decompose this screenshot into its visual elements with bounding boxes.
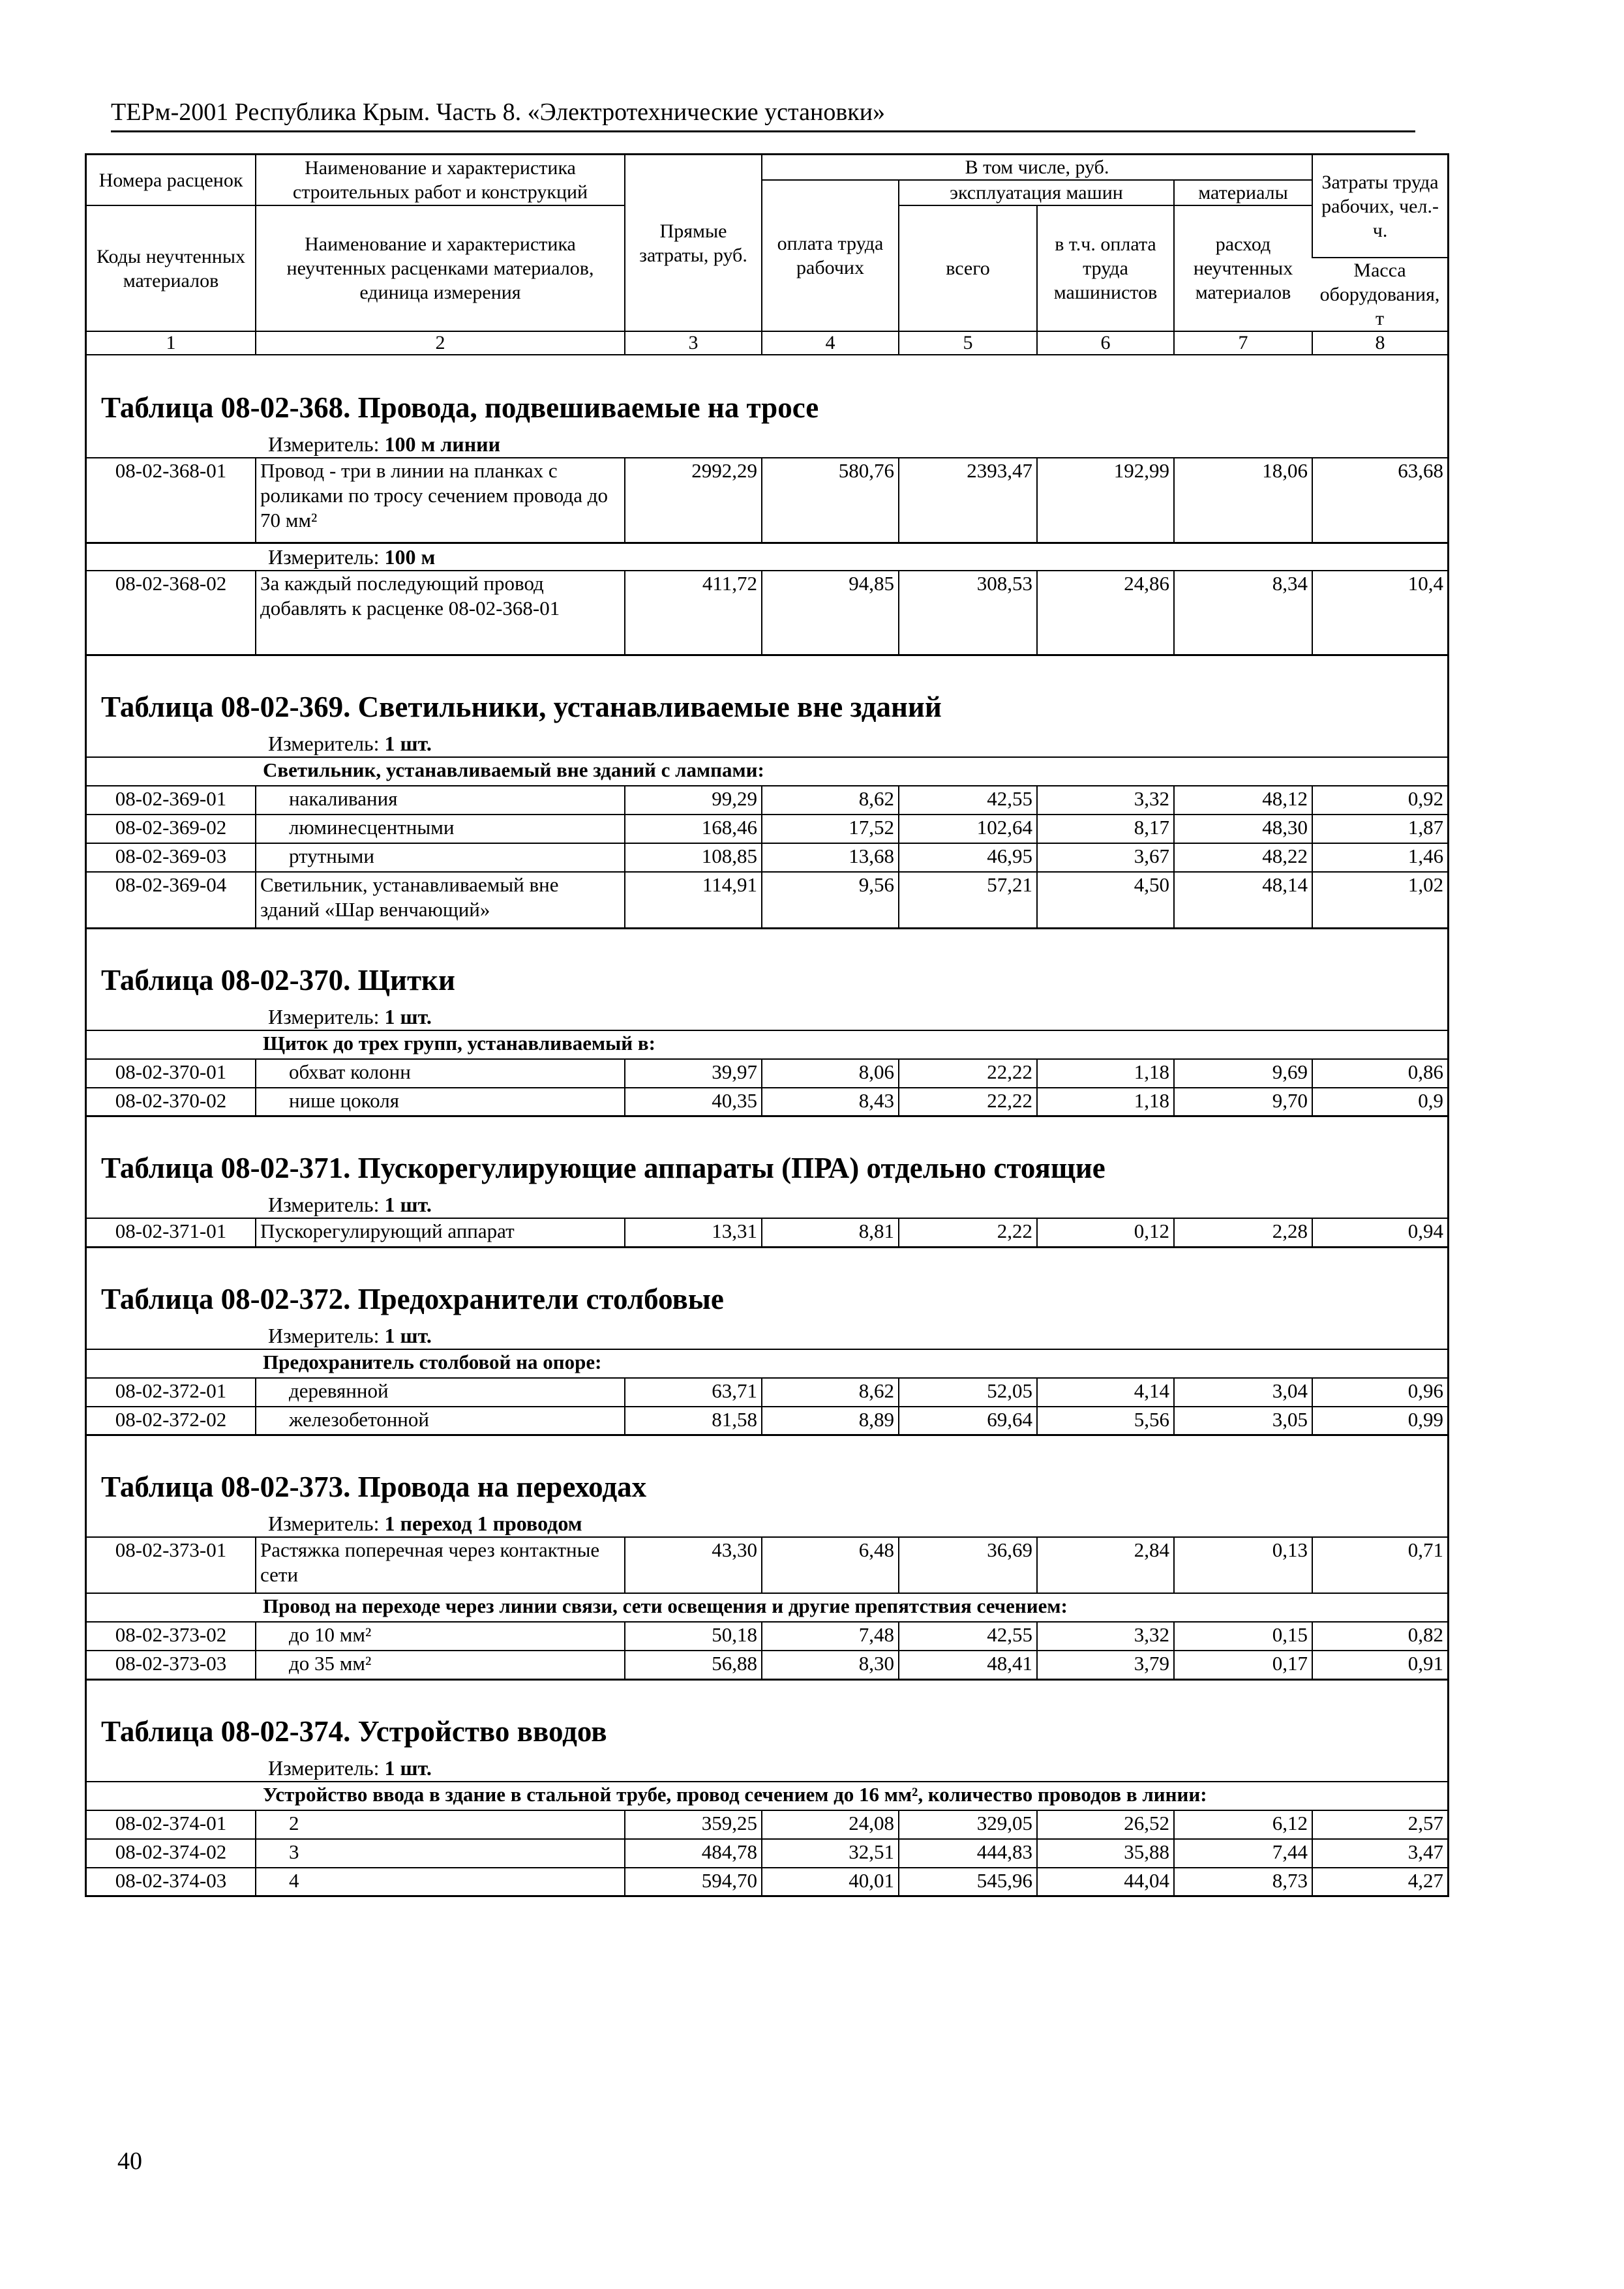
machines-total: 42,55 [899,786,1037,815]
labor-hours: 0,9 [1312,1088,1447,1116]
worker-pay: 6,48 [762,1537,899,1593]
labor-hours: 1,87 [1312,815,1447,843]
table-title: Таблица 08-02-374. Устройство вводов [101,1714,607,1748]
rates-table [87,1349,1447,1437]
worker-pay: 13,68 [762,843,899,872]
unit-line [87,1323,1447,1349]
direct-cost: 108,85 [625,843,762,872]
table-row [87,815,1447,843]
machines-total: 444,83 [899,1839,1037,1868]
materials: 6,12 [1174,1810,1312,1839]
rate-description: 3 [256,1839,625,1868]
col-machines-total-header: всего [899,205,1037,331]
table-row [87,1088,1447,1116]
labor-hours: 0,94 [1312,1218,1447,1247]
unit-value: 1 шт. [384,732,432,755]
unit-value: 1 шт. [384,1323,432,1347]
table-row [87,1810,1447,1839]
materials: 7,44 [1174,1839,1312,1868]
group-label: Щиток до трех групп, устанавливаемый в: [87,1030,1447,1059]
table-row [87,458,1447,543]
col-number: 4 [762,331,899,355]
col-number: 7 [1174,331,1312,355]
col-material-names-header: Наименование и характеристика неучтенных расценками материалов, единица измерения [256,205,625,331]
rate-description: до 35 мм² [256,1651,625,1679]
rate-code: 08-02-370-01 [87,1059,256,1088]
machines-total: 22,22 [899,1088,1037,1116]
worker-pay: 8,30 [762,1651,899,1679]
labor-hours: 0,99 [1312,1407,1447,1435]
rates-table [87,570,1447,657]
rate-description: люминесцентными [256,815,625,843]
rate-description: ртутными [256,843,625,872]
table-row [87,1868,1447,1896]
unit-label: Измеритель: [268,1323,385,1347]
table-row [87,1218,1447,1247]
page-header: ТЕРм-2001 Республика Крым. Часть 8. «Электротехнические установки» [111,98,1415,132]
unit-value: 1 шт. [384,1004,432,1028]
table-row [87,1407,1447,1435]
worker-pay: 8,89 [762,1407,899,1435]
group-row [87,1030,1447,1059]
labor-hours: 4,27 [1312,1868,1447,1896]
unit-value: 1 шт. [384,1756,432,1780]
group-row [87,757,1447,786]
labor-hours: 0,92 [1312,786,1447,815]
labor-hours: 0,91 [1312,1651,1447,1679]
machines-total: 46,95 [899,843,1037,872]
labor-hours: 2,57 [1312,1810,1447,1839]
table-row [87,1839,1447,1868]
rate-description: до 10 мм² [256,1622,625,1651]
col-direct-cost-header: Прямые затраты, руб. [625,155,762,332]
document-body [85,153,1449,1897]
operator-pay: 5,56 [1037,1407,1174,1435]
rate-code: 08-02-374-03 [87,1868,256,1896]
labor-hours: 0,96 [1312,1378,1447,1407]
direct-cost: 484,78 [625,1839,762,1868]
unit-label: Измеритель: [268,545,385,569]
col-mass-header: Масса оборудования, т [1312,258,1447,331]
section-372 [87,1248,1447,1437]
direct-cost: 359,25 [625,1810,762,1839]
group-row [87,1782,1447,1810]
table-title: Таблица 08-02-371. Пускорегулирующие аппараты (ПРА) отдельно стоящие [101,1152,1105,1184]
materials: 0,13 [1174,1537,1312,1593]
materials: 9,69 [1174,1059,1312,1088]
section-374 [87,1681,1447,1898]
col-labor-header: Затраты труда рабочих, чел.-ч. [1312,155,1447,258]
operator-pay: 3,67 [1037,843,1174,872]
direct-cost: 50,18 [625,1622,762,1651]
direct-cost: 99,29 [625,786,762,815]
unit-value: 100 м [384,545,436,569]
col-codes-header: Номера расценок [87,155,256,206]
operator-pay: 35,88 [1037,1839,1174,1868]
direct-cost: 594,70 [625,1868,762,1896]
col-material-use-header: расход неучтенных материалов [1174,205,1312,331]
direct-cost: 2992,29 [625,458,762,543]
machines-total: 102,64 [899,815,1037,843]
rate-code: 08-02-372-02 [87,1407,256,1435]
table-row [87,571,1447,655]
operator-pay: 0,12 [1037,1218,1174,1247]
group-label: Устройство ввода в здание в стальной трубе, провод сечением до 16 мм², количество проводов в линии: [87,1782,1447,1810]
table-row [87,872,1447,928]
rate-code: 08-02-372-01 [87,1378,256,1407]
table-row [87,1537,1447,1593]
unit-label: Измеритель: [268,732,385,755]
labor-hours: 10,4 [1312,571,1447,655]
worker-pay: 7,48 [762,1622,899,1651]
operator-pay: 4,50 [1037,872,1174,928]
worker-pay: 9,56 [762,872,899,928]
unit-label: Измеритель: [268,1193,385,1216]
materials: 0,15 [1174,1622,1312,1651]
worker-pay: 580,76 [762,458,899,543]
materials: 8,34 [1174,571,1312,655]
labor-hours: 3,47 [1312,1839,1447,1868]
materials: 48,30 [1174,815,1312,843]
labor-hours: 1,02 [1312,872,1447,928]
machines-total: 36,69 [899,1537,1037,1593]
col-name-header: Наименование и характеристика строительных работ и конструкций [256,155,625,206]
rate-description: накаливания [256,786,625,815]
column-header-table [87,153,1447,355]
unit-line [87,730,1447,756]
rate-description: За каждый последующий провод добавлять к расценке 08-02-368-01 [256,571,625,655]
rate-description: 2 [256,1810,625,1839]
rates-table [87,1218,1447,1248]
table-title: Таблица 08-02-372. Предохранители столбовые [101,1282,724,1315]
machines-total: 69,64 [899,1407,1037,1435]
worker-pay: 8,43 [762,1088,899,1116]
rate-code: 08-02-373-03 [87,1651,256,1679]
worker-pay: 17,52 [762,815,899,843]
unit-value: 1 переход 1 проводом [384,1512,582,1535]
unit-line [87,544,1447,570]
col-number: 1 [87,331,256,355]
rate-description: деревянной [256,1378,625,1407]
col-number: 2 [256,331,625,355]
page-number: 40 [117,2147,142,2175]
worker-pay: 40,01 [762,1868,899,1896]
operator-pay: 3,32 [1037,786,1174,815]
unit-label: Измеритель: [268,1512,385,1535]
rate-code: 08-02-369-01 [87,786,256,815]
materials: 8,73 [1174,1868,1312,1896]
table-row [87,1378,1447,1407]
col-material-codes-header: Коды неучтенных материалов [87,205,256,331]
operator-pay: 192,99 [1037,458,1174,543]
col-number: 3 [625,331,762,355]
rate-code: 08-02-369-03 [87,843,256,872]
rate-description: 4 [256,1868,625,1896]
labor-hours: 1,46 [1312,843,1447,872]
operator-pay: 4,14 [1037,1378,1174,1407]
col-machines-header: эксплуатация машин [899,180,1174,205]
unit-label: Измеритель: [268,1004,385,1028]
operator-pay: 3,32 [1037,1622,1174,1651]
section-373 [87,1436,1447,1681]
worker-pay: 32,51 [762,1839,899,1868]
table-row [87,786,1447,815]
unit-line [87,1191,1447,1218]
rate-description: Растяжка поперечная через контактные сети [256,1537,625,1593]
machines-total: 2,22 [899,1218,1037,1247]
worker-pay: 8,62 [762,786,899,815]
rate-code: 08-02-373-02 [87,1622,256,1651]
unit-label: Измеритель: [268,1756,385,1780]
machines-total: 57,21 [899,872,1037,928]
labor-hours: 63,68 [1312,458,1447,543]
col-number: 6 [1037,331,1174,355]
rate-description: нише цоколя [256,1088,625,1116]
rate-code: 08-02-368-01 [87,458,256,543]
direct-cost: 39,97 [625,1059,762,1088]
rate-description: Пускорегулирующий аппарат [256,1218,625,1247]
unit-line [87,1510,1447,1536]
worker-pay: 8,06 [762,1059,899,1088]
group-label: Светильник, устанавливаемый вне зданий с лампами: [87,757,1447,786]
section-371 [87,1117,1447,1248]
direct-cost: 168,46 [625,815,762,843]
table-title: Таблица 08-02-373. Провода на переходах [101,1471,647,1503]
labor-hours: 0,71 [1312,1537,1447,1593]
group-label: Предохранитель столбовой на опоре: [87,1349,1447,1378]
table-title: Таблица 08-02-369. Светильники, устанавливаемые вне зданий [101,691,942,723]
materials: 3,05 [1174,1407,1312,1435]
machines-total: 22,22 [899,1059,1037,1088]
col-materials-header: материалы [1174,180,1312,205]
materials: 2,28 [1174,1218,1312,1247]
worker-pay: 94,85 [762,571,899,655]
rate-description: железобетонной [256,1407,625,1435]
col-including-header: В том числе, руб. [762,155,1312,181]
machines-total: 329,05 [899,1810,1037,1839]
materials: 18,06 [1174,458,1312,543]
worker-pay: 8,81 [762,1218,899,1247]
labor-hours: 0,82 [1312,1622,1447,1651]
operator-pay: 2,84 [1037,1537,1174,1593]
rate-code: 08-02-368-02 [87,571,256,655]
unit-label: Измеритель: [268,432,385,456]
table-row [87,1622,1447,1651]
col-number: 8 [1312,331,1447,355]
direct-cost: 63,71 [625,1378,762,1407]
rate-code: 08-02-369-02 [87,815,256,843]
operator-pay: 44,04 [1037,1868,1174,1896]
rate-code: 08-02-374-01 [87,1810,256,1839]
materials: 48,12 [1174,786,1312,815]
machines-total: 308,53 [899,571,1037,655]
group-row [87,1593,1447,1622]
table-title: Таблица 08-02-370. Щитки [101,963,455,996]
rate-code: 08-02-370-02 [87,1088,256,1116]
section-370 [87,929,1447,1118]
unit-line [87,1755,1447,1781]
col-number: 5 [899,331,1037,355]
group-label: Провод на переходе через линии связи, сети освещения и другие препятствия сечением: [87,1593,1447,1622]
table-title: Таблица 08-02-368. Провода, подвешиваемые на тросе [101,391,819,424]
machines-total: 2393,47 [899,458,1037,543]
col-operator-pay-header: в т.ч. оплата труда машинистов [1037,205,1174,331]
rate-description: Провод - три в линии на планках с роликами по тросу сечением провода до 70 мм² [256,458,625,543]
operator-pay: 8,17 [1037,815,1174,843]
direct-cost: 411,72 [625,571,762,655]
rates-table [87,756,1447,929]
unit-value: 100 м линии [384,432,501,456]
direct-cost: 56,88 [625,1651,762,1679]
table-row [87,1059,1447,1088]
rate-code: 08-02-369-04 [87,872,256,928]
rate-description: обхват колонн [256,1059,625,1088]
table-row [87,1651,1447,1679]
labor-hours: 0,86 [1312,1059,1447,1088]
machines-total: 52,05 [899,1378,1037,1407]
rates-table [87,1030,1447,1118]
rates-table [87,1536,1447,1681]
materials: 48,22 [1174,843,1312,872]
operator-pay: 1,18 [1037,1059,1174,1088]
worker-pay: 8,62 [762,1378,899,1407]
unit-line [87,1004,1447,1030]
group-row [87,1349,1447,1378]
direct-cost: 114,91 [625,872,762,928]
rates-table [87,457,1447,544]
table-row [87,843,1447,872]
operator-pay: 1,18 [1037,1088,1174,1116]
unit-line [87,431,1447,457]
unit-value: 1 шт. [384,1193,432,1216]
operator-pay: 26,52 [1037,1810,1174,1839]
rate-code: 08-02-373-01 [87,1537,256,1593]
materials: 3,04 [1174,1378,1312,1407]
worker-pay: 24,08 [762,1810,899,1839]
rate-code: 08-02-371-01 [87,1218,256,1247]
section-368 [87,355,1447,656]
operator-pay: 3,79 [1037,1651,1174,1679]
materials: 9,70 [1174,1088,1312,1116]
materials: 0,17 [1174,1651,1312,1679]
rate-description: Светильник, устанавливаемый вне зданий «Шар венчающий» [256,872,625,928]
machines-total: 545,96 [899,1868,1037,1896]
rates-table [87,1781,1447,1898]
direct-cost: 81,58 [625,1407,762,1435]
direct-cost: 43,30 [625,1537,762,1593]
rate-code: 08-02-374-02 [87,1839,256,1868]
direct-cost: 13,31 [625,1218,762,1247]
machines-total: 42,55 [899,1622,1037,1651]
col-worker-pay-header: оплата труда рабочих [762,180,899,331]
direct-cost: 40,35 [625,1088,762,1116]
machines-total: 48,41 [899,1651,1037,1679]
operator-pay: 24,86 [1037,571,1174,655]
section-369 [87,656,1447,929]
materials: 48,14 [1174,872,1312,928]
